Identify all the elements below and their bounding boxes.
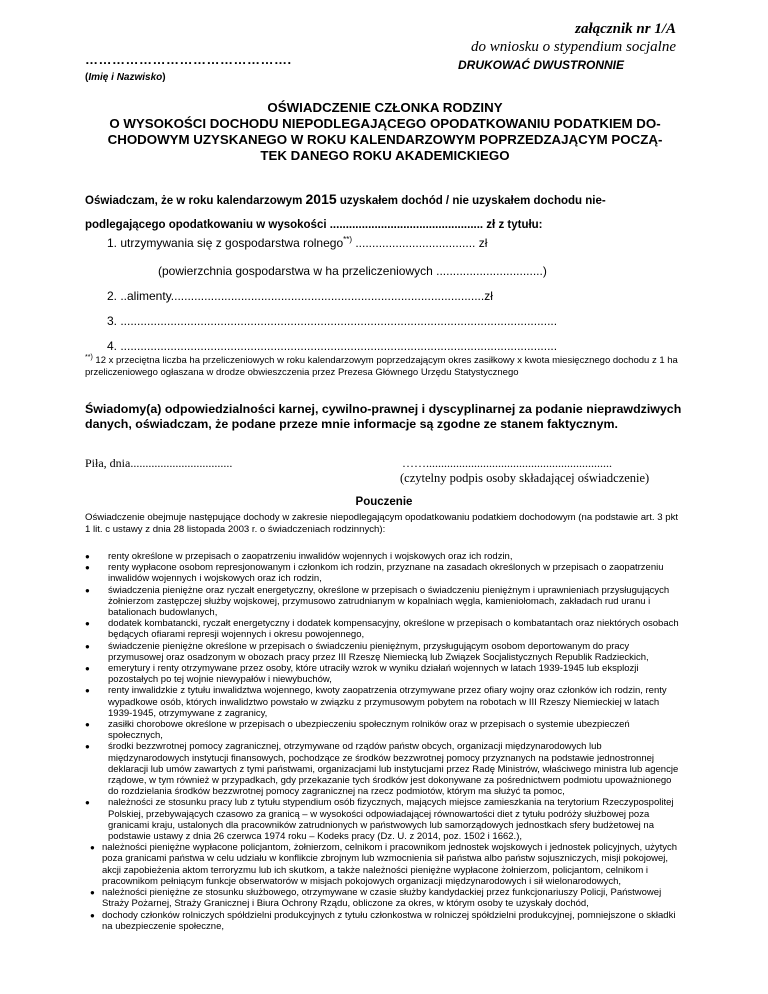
title-line-3: CHODOWYM UZYSKANEGO W ROKU KALENDARZOWYM POPRZEDZAJĄCYM POCZĄ- [107,132,663,147]
bullet-icon: ● [85,720,90,730]
income-item-farm[interactable]: 1. utrzymywania się z gospodarstwa rolnego**) .................................... zł [107,235,488,250]
title-line-1: OŚWIADCZENIE CZŁONKA RODZINY [267,100,503,115]
name-field-label: (Imię i Nazwisko) [85,72,166,83]
list-item: ● środki bezzwrotnej pomocy zagranicznej, otrzymywane od rządów państw obcych, organizacji międzynarodowych lub międzynarodowych instytucji finansowych, pochodzące ze środków bezzwrotnej pomocy przyznanych na podstawie jednostronnej deklaracji lub umów zawartych z tymi państwami, organizacjami lub instytucjami przez Radę Ministrów, właściwego ministra lub agencje rządowe, w tym również w przypadkach, gdy przekazanie tych środków jest dokonywane za pośrednictwem podmiotu upoważnionego do rozdzielania środków bezzwrotnej pomocy zagranicznej na rzecz podmiotów, którym ma służyć ta pomoc, [85,741,679,798]
footnote: **) 12 x przeciętna liczba ha przeliczeniowych w roku kalendarzowym poprzedzającym okres zasiłkowy x kwota miesięcznego dochodu z 1 ha przeliczeniowego ogłaszana w drodze obwieszczenia przez Prezesa Głównego Urzędu Statystycznego [85,354,678,378]
print-duplex-note: DRUKOWAĆ DWUSTRONNIE [458,58,624,72]
income-item-3[interactable]: 3. ................................................................................................................................... [107,314,558,328]
income-item-4[interactable]: 4. ................................................................................................................................... [107,339,558,353]
bullet-icon: ● [85,585,90,595]
income-declaration [85,187,683,237]
bullet-icon: ● [90,843,95,853]
bullet-icon: ● [85,641,90,651]
signature-label: (czytelny podpis osoby składającej oświadczenie) [400,471,650,485]
bullet-icon: ● [85,619,90,629]
list-item: ● dodatek kombatancki, ryczałt energetyczny i dodatek kompensacyjny, określone w przepisach o kombatantach oraz niektórych osobach będących ofiarami represji wojennych i okresu powojennego, [85,618,679,641]
title-line-4: TEK DANEGO ROKU AKADEMICKIEGO [260,148,510,163]
list-item: ● zasiłki chorobowe określone w przepisach o ubezpieczeniu społecznym rolników oraz w przepisach o systemie ubezpieczeń społecznych, [85,719,630,742]
income-types-list [85,551,681,932]
list-item: ● należności pieniężne wypłacone policjantom, żołnierzom, celnikom i pracownikom jednostek wojskowych i jednostek policyjnych, użytych poza granicami państwa w celu udziału w konflikcie zbrojnym lub wzmocnienia sił państwa albo państw sojuszniczych, misji pokojowej, akcji zapobieżenia aktom terroryzmu lub ich skutkom, a także należności pieniężne wypłacone żołnierzom, policjantom, celnikom i pracownikom pełniącym funkcje obserwatorów w misjach pokojowych organizacji międzynarodowych i sił wielonarodowych, [90,842,678,887]
list-item: ● renty wypłacone osobom represjonowanym i członkom ich rodzin, przyznane na zasadach określonych w przepisach o zaopatrzeniu inwalidów wojennych i wojskowych oraz ich rodzin, [85,562,664,585]
declaration-year: 2015 [305,191,337,207]
list-item: ● należności pieniężne ze stosunku służbowego, otrzymywane w czasie służby kandydackiej przez funkcjonariuszy Policji, Państwowej Straży Pożarnej, Straży Granicznej i Biura Ochrony Rządu, obliczone za okres, w którym osoby te uzyskały dochód, [90,887,662,910]
bullet-icon: ● [85,563,90,573]
attachment-subtitle: do wniosku o stypendium socjalne [471,39,676,55]
declaration-line-2[interactable]: podlegającego opodatkowaniu w wysokości ................................................ zł z tytułu: [85,219,543,231]
declaration-line-1: Oświadczam, że w roku kalendarzowym 2015 uzyskałem dochód / nie uzyskałem dochodu nie- [85,191,606,207]
instruction-title: Pouczenie [355,496,413,508]
document-title [70,100,700,164]
instruction-intro: Oświadczenie obejmuje następujące dochody w zakresie niepodlegającym opodatkowaniu podatkiem dochodowym (na podstawie art. 3 pkt 1 lit. c ustawy z dnia 28 listopada 2003 r. o świadczeniach rodzinnych): [85,512,679,535]
income-item-farm-area[interactable]: (powierzchnia gospodarstwa w ha przeliczeniowych ................................) [158,264,547,278]
name-field-line[interactable]: ………………………………………. [85,52,292,67]
bullet-icon: ● [85,552,90,561]
place-date-field[interactable]: Piła, dnia.................................. [85,456,233,470]
bullet-icon: ● [90,888,95,898]
list-item: ● świadczenia pieniężne oraz ryczałt energetyczny, określone w przepisach o świadczeniu pieniężnym i uprawnieniach przysługujących żołnierzom zastępczej służby wojskowej, przymusowo zatrudnianym w kopalniach węgla, kamieniołomach, zakładach rud uranu i batalionach budowlanych, [85,584,670,619]
awareness-statement: Świadomy(a) odpowiedzialności karnej, cywilno-prawnej i dyscyplinarnej za podanie nieprawdziwych danych, oświadczam, że podane przeze mnie informacje są zgodne ze stanem faktycznym. [85,402,682,431]
title-line-2: O WYSOKOŚCI DOCHODU NIEPODLEGAJĄCEGO OPODATKOWANIU PODATKIEM DO- [109,116,661,131]
bullet-icon: ● [90,910,95,920]
bullet-icon: ● [85,686,90,696]
list-item: ● renty określone w przepisach o zaopatrzeniu inwalidów wojennych i wojskowych oraz ich rodzin, [85,551,513,562]
income-item-alimony[interactable]: 2. ..alimenty..............................................................................................zł [107,289,493,303]
signature-field-line[interactable]: …….............................................................. [402,456,612,470]
bullet-icon: ● [85,798,90,808]
list-item: ● świadczenie pieniężne określone w przepisach o świadczeniu pieniężnym, przysługującym osobom deportowanym do pracy przymusowej oraz osadzonym w obozach pracy przez III Rzeszę Niemiecką lub Związek Socjalistycznych Republik Radzieckich, [85,640,649,663]
list-item: ● należności ze stosunku pracy lub z tytułu stypendium osób fizycznych, mających miejsce zamieszkania na terytorium Rzeczypospolitej Polskiej, przebywających czasowo za granicą – w wysokości odpowiadającej równowartości diet z tytułu podróży służbowej poza granicami kraju, ustalonych dla pracowników zatrudnionych w państwowych lub samorządowych jednostkach sfery budżetowej na podstawie ustawy z dnia 26 czerwca 1974 roku – Kodeks pracy (Dz. U. z 2014, poz. 1502 i 1662.), [85,797,674,843]
bullet-icon: ● [85,742,90,752]
list-item: ● emerytury i renty otrzymywane przez osoby, które utraciły wzrok w wyniku działań wojennych w latach 1939-1945 lub eksplozji pozostałych po tej wojnie niewypałów i niewybuchów, [85,663,639,686]
attachment-header [458,20,676,72]
attachment-number: załącznik nr 1/A [575,21,676,37]
list-item: ● dochody członków rolniczych spółdzielni produkcyjnych z tytułu członkostwa w rolniczej spółdzielni produkcyjnej, pomniejszone o składki na ubezpieczenie społeczne, [90,909,676,932]
list-item: ● renty inwalidzkie z tytułu inwalidztwa wojennego, kwoty zaopatrzenia otrzymywane przez ofiary wojny oraz członków ich rodzin, renty wypadkowe osób, których inwalidztwo powstało w związku z przymusowym pobytem na robotach w III Rzeszy Niemieckiej w latach 1939-1945, otrzymywane z zagranicy, [85,685,667,719]
bullet-icon: ● [85,664,90,674]
